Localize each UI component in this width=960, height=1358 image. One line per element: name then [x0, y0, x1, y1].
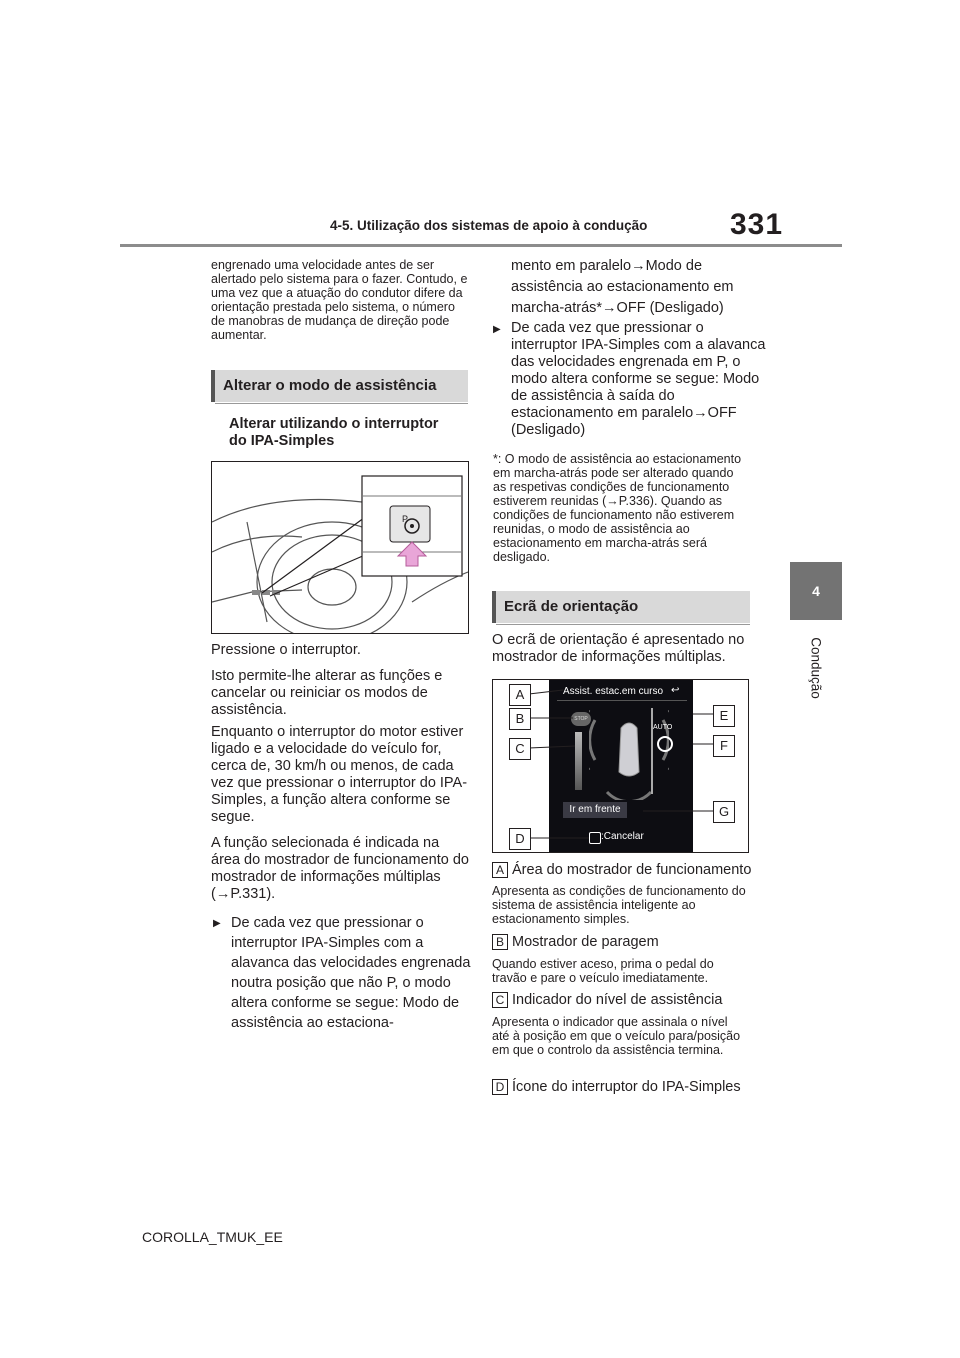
footnote: *: O modo de assistência ao estacionamento em marcha-atrás pode ser alterado quando as respetivas condições de funcionamento estiverem reunidas (→P.336). Quando as condições de funcionamento não estiverem reunidas, o modo de assistência ao estacionamento em marcha-atrás será desligado.: [493, 452, 742, 564]
svg-text:P: P: [402, 514, 409, 524]
paragraph-guidance: O ecrã de orientação é apresentado no mostrador de informações múltiplas.: [492, 632, 745, 665]
back-icon: ↩: [671, 685, 680, 696]
auto-label: AUTO: [653, 724, 673, 731]
dash-line: [212, 500, 362, 523]
item-b-title: B Mostrador de paragem: [492, 934, 752, 951]
document-code: COROLLA_TMUK_EE: [142, 1229, 283, 1245]
screen-label-e: E: [713, 705, 735, 727]
steering-hub: [308, 569, 356, 605]
item-d-title: D Ícone do interruptor do IPA-Simples: [492, 1079, 752, 1096]
paragraph-functions: Isto permite-lhe alterar as funções e cancelar ou reiniciar os modos de assistência.: [211, 668, 443, 718]
chapter-tab: 4: [790, 562, 842, 620]
guidance-screen-figure: [492, 679, 749, 853]
screen-label-b: B: [509, 708, 531, 730]
label-connectors: [493, 680, 748, 852]
dashboard-illustration: [211, 461, 469, 634]
item-b-desc: Quando estiver aceso, prima o pedal do travão e pare o veículo imediatamente.: [492, 957, 714, 985]
screen-title: Assist. estac.em curso: [563, 686, 664, 697]
intro-text: engrenado uma velocidade antes de ser alertado pelo sistema para o fazer. Contudo, e uma vez que a atuação do condutor difere da orientação prestada pelo sistema, o número de manobras de mudança de direção pode aumentar.: [211, 258, 468, 342]
paragraph-press: Pressione o interruptor.: [211, 642, 361, 658]
bullet-not-p: ▶ De cada vez que pressionar o interruptor IPA-Simples com a alavanca das velocidades engrenada noutra posição que não P, o modo altera conforme se segue: Modo de assistência ao estaciona-: [213, 913, 481, 1033]
item-a-desc: Apresenta as condições de funcionamento do sistema de assistência inteligente ao estacionamento simples.: [492, 884, 746, 926]
continued-text: mento em paralelo→Modo de assistência ao estacionamento em marcha-atrás*→OFF (Desligado): [511, 258, 734, 316]
ipa-switch-button: [390, 506, 430, 542]
screen-label-a: A: [509, 684, 531, 706]
paragraph-speed: Enquanto o interruptor do motor estiver ligado e a velocidade do veículo for, cerca de, 30 km/h ou menos, de cada vez que pressionar o interruptor do IPA-Simples, a função altera conforme se segue.: [211, 724, 468, 825]
header-rule: [120, 244, 842, 247]
item-label-box: A: [492, 862, 508, 878]
section-title: 4-5. Utilização dos sistemas de apoio à condução: [330, 218, 648, 233]
subheading-switch: Alterar utilizando o interruptor do IPA-Simples: [229, 416, 439, 449]
forward-instruction: Ir em frente: [563, 802, 627, 818]
heading-change-mode: Alterar o modo de assistência: [211, 370, 468, 402]
stop-indicator: STOP: [571, 712, 591, 726]
chapter-label: Condução: [808, 637, 824, 699]
item-label-box: B: [492, 934, 508, 950]
item-a-title: A Área do mostrador de funcionamento: [492, 862, 752, 879]
item-c-title: C Indicador do nível de assistência: [492, 992, 752, 1009]
bullet-in-p: ▶ De cada vez que pressionar o interruptor IPA-Simples com a alavanca das velocidades engrenada em P, o modo altera conforme se segue: Modo de assistência à saída do estacionamento em paralelo→OFF (Desligado): [493, 320, 767, 439]
heading-guidance-screen: Ecrã de orientação: [492, 591, 750, 623]
screen-label-g: G: [713, 801, 735, 823]
paragraph-display: A função selecionada é indicada na área do mostrador de funcionamento do mostrador de informações múltiplas (→P.331).: [211, 835, 469, 902]
cancel-label: :Cancelar: [601, 831, 644, 842]
dashboard-svg: [212, 462, 468, 633]
item-label-box: C: [492, 992, 508, 1008]
item-label-box: D: [492, 1079, 508, 1095]
screen-label-f: F: [713, 735, 735, 757]
screen-label-d: D: [509, 828, 531, 850]
screen-label-c: C: [509, 738, 531, 760]
item-c-desc: Apresenta o indicador que assinala o nível até à posição em que o veículo para/posição em que o controlo da assistência termina.: [492, 1015, 741, 1057]
page-number: 331: [730, 208, 784, 241]
